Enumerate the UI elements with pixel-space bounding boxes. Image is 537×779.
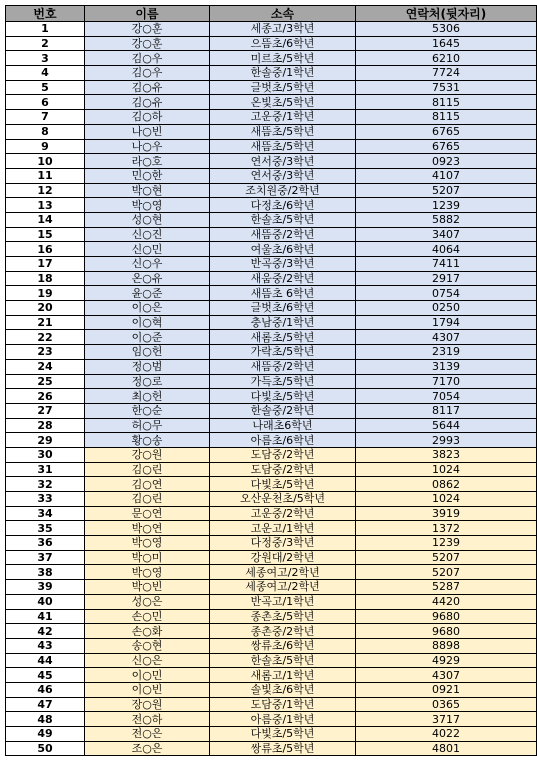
row-affiliation: 세종여고/2학년	[210, 580, 356, 595]
row-affiliation: 고운고/1학년	[210, 521, 356, 536]
table-row	[6, 638, 537, 653]
row-affiliation: 세종고/3학년	[210, 22, 356, 37]
row-affiliation: 새뜸초/5학년	[210, 124, 356, 139]
table-row	[6, 624, 537, 639]
row-number: 34	[6, 506, 85, 521]
row-name: 허○무	[85, 418, 210, 433]
row-name: 김○유	[85, 80, 210, 95]
row-phone: 0365	[356, 697, 537, 712]
row-name: 이○민	[85, 668, 210, 683]
row-phone: 5644	[356, 418, 537, 433]
row-affiliation: 가락초/5학년	[210, 345, 356, 360]
table-row	[6, 594, 537, 609]
table-row	[6, 477, 537, 492]
table-row	[6, 565, 537, 580]
row-number: 10	[6, 154, 85, 169]
row-phone: 7170	[356, 374, 537, 389]
table-row	[6, 668, 537, 683]
row-number: 13	[6, 198, 85, 213]
row-number: 42	[6, 624, 85, 639]
table-row	[6, 712, 537, 727]
table-row	[6, 80, 537, 95]
table-row	[6, 95, 537, 110]
row-number: 30	[6, 447, 85, 462]
table-row	[6, 389, 537, 404]
row-name: 정○범	[85, 359, 210, 374]
row-number: 40	[6, 594, 85, 609]
row-phone: 6765	[356, 124, 537, 139]
row-name: 이○준	[85, 330, 210, 345]
row-number: 38	[6, 565, 85, 580]
row-phone: 4307	[356, 330, 537, 345]
table-row	[6, 36, 537, 51]
row-number: 47	[6, 697, 85, 712]
row-phone: 5882	[356, 212, 537, 227]
row-affiliation: 충남중/1학년	[210, 315, 356, 330]
row-number: 16	[6, 242, 85, 257]
row-phone: 5207	[356, 183, 537, 198]
row-number: 9	[6, 139, 85, 154]
row-affiliation: 미르초/5학년	[210, 51, 356, 66]
row-phone: 3407	[356, 227, 537, 242]
table-row	[6, 741, 537, 756]
row-name: 이○은	[85, 301, 210, 316]
row-affiliation: 쌍류초/5학년	[210, 741, 356, 756]
row-phone: 1645	[356, 36, 537, 51]
row-name: 최○헌	[85, 389, 210, 404]
row-phone: 4929	[356, 653, 537, 668]
table-row	[6, 609, 537, 624]
row-affiliation: 새롬고/1학년	[210, 668, 356, 683]
row-number: 21	[6, 315, 85, 330]
row-name: 나○우	[85, 139, 210, 154]
row-phone: 0921	[356, 682, 537, 697]
row-number: 37	[6, 550, 85, 565]
row-affiliation: 다빛초/5학년	[210, 727, 356, 742]
table-row	[6, 51, 537, 66]
row-name: 문○연	[85, 506, 210, 521]
table-row	[6, 212, 537, 227]
row-affiliation: 새뜸중/2학년	[210, 227, 356, 242]
row-phone: 1239	[356, 198, 537, 213]
table-row	[6, 359, 537, 374]
table-row	[6, 154, 537, 169]
row-affiliation: 한솔초/5학년	[210, 212, 356, 227]
row-phone: 4801	[356, 741, 537, 756]
row-affiliation: 세종여고/2학년	[210, 565, 356, 580]
row-number: 31	[6, 462, 85, 477]
table-row	[6, 198, 537, 213]
row-number: 6	[6, 95, 85, 110]
row-phone: 1024	[356, 492, 537, 507]
row-affiliation: 가득초/5학년	[210, 374, 356, 389]
row-affiliation: 아름초/6학년	[210, 433, 356, 448]
row-number: 1	[6, 22, 85, 37]
row-phone: 1239	[356, 536, 537, 551]
row-affiliation: 여울초/6학년	[210, 242, 356, 257]
table-row	[6, 682, 537, 697]
row-name: 김○린	[85, 462, 210, 477]
row-phone: 8117	[356, 403, 537, 418]
row-phone: 5306	[356, 22, 537, 37]
row-name: 김○연	[85, 477, 210, 492]
row-name: 한○순	[85, 403, 210, 418]
row-name: 성○은	[85, 594, 210, 609]
row-phone: 0923	[356, 154, 537, 169]
row-affiliation: 새뜸중/2학년	[210, 359, 356, 374]
table-row	[6, 580, 537, 595]
row-number: 4	[6, 66, 85, 81]
table-row	[6, 492, 537, 507]
table-row	[6, 66, 537, 81]
row-phone: 4107	[356, 168, 537, 183]
row-name: 황○송	[85, 433, 210, 448]
row-number: 19	[6, 286, 85, 301]
row-phone: 2993	[356, 433, 537, 448]
row-name: 강○훈	[85, 22, 210, 37]
row-affiliation: 강원대/2학년	[210, 550, 356, 565]
row-number: 12	[6, 183, 85, 198]
row-number: 5	[6, 80, 85, 95]
row-phone: 5207	[356, 550, 537, 565]
row-phone: 7054	[356, 389, 537, 404]
table-row	[6, 697, 537, 712]
row-number: 46	[6, 682, 85, 697]
table-row	[6, 727, 537, 742]
row-number: 28	[6, 418, 85, 433]
row-name: 민○한	[85, 168, 210, 183]
row-phone: 4022	[356, 727, 537, 742]
row-name: 윤○준	[85, 286, 210, 301]
row-phone: 9680	[356, 609, 537, 624]
row-phone: 4420	[356, 594, 537, 609]
row-affiliation: 연서중/3학년	[210, 168, 356, 183]
row-name: 송○현	[85, 638, 210, 653]
row-affiliation: 종촌초/5학년	[210, 609, 356, 624]
row-number: 15	[6, 227, 85, 242]
row-number: 14	[6, 212, 85, 227]
table-row	[6, 301, 537, 316]
row-affiliation: 다빛초/5학년	[210, 477, 356, 492]
row-name: 손○민	[85, 609, 210, 624]
row-number: 50	[6, 741, 85, 756]
row-affiliation: 조치원중/2학년	[210, 183, 356, 198]
row-affiliation: 새뜸초/5학년	[210, 139, 356, 154]
table-row	[6, 286, 537, 301]
row-name: 라○호	[85, 154, 210, 169]
table-row	[6, 653, 537, 668]
row-name: 신○우	[85, 257, 210, 272]
row-number: 49	[6, 727, 85, 742]
row-name: 박○영	[85, 536, 210, 551]
table-row	[6, 183, 537, 198]
row-number: 43	[6, 638, 85, 653]
row-number: 41	[6, 609, 85, 624]
table-row	[6, 227, 537, 242]
row-number: 36	[6, 536, 85, 551]
table-row	[6, 418, 537, 433]
row-number: 44	[6, 653, 85, 668]
row-phone: 7411	[356, 257, 537, 272]
header-phone: 연락처(뒷자리)	[356, 6, 537, 22]
row-name: 손○화	[85, 624, 210, 639]
row-name: 조○은	[85, 741, 210, 756]
row-affiliation: 도담중/2학년	[210, 462, 356, 477]
row-name: 박○빈	[85, 580, 210, 595]
row-name: 정○로	[85, 374, 210, 389]
row-affiliation: 다정중/3학년	[210, 536, 356, 551]
row-affiliation: 종촌중/2학년	[210, 624, 356, 639]
table-row	[6, 462, 537, 477]
table-row	[6, 315, 537, 330]
row-affiliation: 나래초6학년	[210, 418, 356, 433]
row-number: 45	[6, 668, 85, 683]
row-affiliation: 새뜸초 6학년	[210, 286, 356, 301]
row-number: 3	[6, 51, 85, 66]
row-phone: 3919	[356, 506, 537, 521]
table-row	[6, 521, 537, 536]
row-name: 신○은	[85, 653, 210, 668]
row-name: 장○원	[85, 697, 210, 712]
row-name: 김○우	[85, 66, 210, 81]
row-phone: 6210	[356, 51, 537, 66]
table-row	[6, 536, 537, 551]
row-affiliation: 반곡고/1학년	[210, 594, 356, 609]
row-number: 17	[6, 257, 85, 272]
row-name: 전○은	[85, 727, 210, 742]
header-affiliation: 소속	[210, 6, 356, 22]
row-phone: 3139	[356, 359, 537, 374]
table-row	[6, 124, 537, 139]
row-affiliation: 글벗초/6학년	[210, 301, 356, 316]
table-row	[6, 271, 537, 286]
row-affiliation: 한솔초/5학년	[210, 653, 356, 668]
row-phone: 3717	[356, 712, 537, 727]
row-name: 김○유	[85, 95, 210, 110]
row-number: 25	[6, 374, 85, 389]
row-phone: 3823	[356, 447, 537, 462]
table-row	[6, 330, 537, 345]
row-name: 김○린	[85, 492, 210, 507]
row-name: 임○헌	[85, 345, 210, 360]
row-name: 김○우	[85, 51, 210, 66]
row-affiliation: 오산운천초/5학년	[210, 492, 356, 507]
row-number: 23	[6, 345, 85, 360]
row-number: 22	[6, 330, 85, 345]
table-row	[6, 257, 537, 272]
row-affiliation: 글벗초/5학년	[210, 80, 356, 95]
member-table	[5, 5, 537, 756]
row-number: 11	[6, 168, 85, 183]
row-affiliation: 반곡중/3학년	[210, 257, 356, 272]
row-number: 2	[6, 36, 85, 51]
row-number: 35	[6, 521, 85, 536]
row-affiliation: 한솔중/1학년	[210, 66, 356, 81]
row-name: 박○미	[85, 550, 210, 565]
row-number: 8	[6, 124, 85, 139]
row-name: 김○하	[85, 110, 210, 125]
row-number: 32	[6, 477, 85, 492]
table-row	[6, 447, 537, 462]
row-name: 강○훈	[85, 36, 210, 51]
table-row	[6, 433, 537, 448]
row-number: 26	[6, 389, 85, 404]
table-row	[6, 139, 537, 154]
row-number: 39	[6, 580, 85, 595]
table-row	[6, 242, 537, 257]
row-number: 18	[6, 271, 85, 286]
row-phone: 5287	[356, 580, 537, 595]
table-row	[6, 403, 537, 418]
row-phone: 0250	[356, 301, 537, 316]
row-phone: 9680	[356, 624, 537, 639]
row-phone: 8115	[356, 110, 537, 125]
row-affiliation: 새움중/2학년	[210, 271, 356, 286]
row-affiliation: 온빛초/5학년	[210, 95, 356, 110]
row-name: 나○빈	[85, 124, 210, 139]
row-name: 신○진	[85, 227, 210, 242]
row-affiliation: 아름중/1학년	[210, 712, 356, 727]
row-name: 신○민	[85, 242, 210, 257]
row-number: 20	[6, 301, 85, 316]
row-number: 7	[6, 110, 85, 125]
row-phone: 8898	[356, 638, 537, 653]
row-affiliation: 솔빛초/6학년	[210, 682, 356, 697]
table-row	[6, 22, 537, 37]
row-affiliation: 고운중/1학년	[210, 110, 356, 125]
row-phone: 7531	[356, 80, 537, 95]
row-name: 이○혁	[85, 315, 210, 330]
row-name: 박○현	[85, 183, 210, 198]
row-number: 27	[6, 403, 85, 418]
row-affiliation: 다정초/6학년	[210, 198, 356, 213]
row-phone: 4064	[356, 242, 537, 257]
table-row	[6, 506, 537, 521]
row-phone: 1794	[356, 315, 537, 330]
table-row	[6, 168, 537, 183]
table-row	[6, 110, 537, 125]
row-name: 박○영	[85, 198, 210, 213]
row-affiliation: 새롬초/5학년	[210, 330, 356, 345]
row-name: 이○빈	[85, 682, 210, 697]
table-body	[6, 22, 537, 756]
row-name: 강○원	[85, 447, 210, 462]
row-number: 24	[6, 359, 85, 374]
header-number: 번호	[6, 6, 85, 22]
row-phone: 5207	[356, 565, 537, 580]
table-row	[6, 374, 537, 389]
header-row	[6, 6, 537, 22]
row-affiliation: 연서중/3학년	[210, 154, 356, 169]
row-phone: 2319	[356, 345, 537, 360]
row-phone: 1372	[356, 521, 537, 536]
row-phone: 4307	[356, 668, 537, 683]
row-name: 성○현	[85, 212, 210, 227]
row-affiliation: 한솔중/2학년	[210, 403, 356, 418]
row-name: 온○유	[85, 271, 210, 286]
row-affiliation: 고운중/2학년	[210, 506, 356, 521]
row-phone: 0862	[356, 477, 537, 492]
row-affiliation: 도담중/1학년	[210, 697, 356, 712]
row-number: 33	[6, 492, 85, 507]
row-name: 박○연	[85, 521, 210, 536]
row-name: 전○하	[85, 712, 210, 727]
row-phone: 6765	[356, 139, 537, 154]
row-number: 29	[6, 433, 85, 448]
row-phone: 1024	[356, 462, 537, 477]
row-phone: 0754	[356, 286, 537, 301]
row-phone: 2917	[356, 271, 537, 286]
row-affiliation: 으뜸초/6학년	[210, 36, 356, 51]
row-affiliation: 다빛초/5학년	[210, 389, 356, 404]
table-row	[6, 550, 537, 565]
row-name: 박○영	[85, 565, 210, 580]
row-affiliation: 도담중/2학년	[210, 447, 356, 462]
table-row	[6, 345, 537, 360]
row-number: 48	[6, 712, 85, 727]
row-phone: 7724	[356, 66, 537, 81]
header-name: 이름	[85, 6, 210, 22]
row-phone: 8115	[356, 95, 537, 110]
row-affiliation: 쌍류초/6학년	[210, 638, 356, 653]
